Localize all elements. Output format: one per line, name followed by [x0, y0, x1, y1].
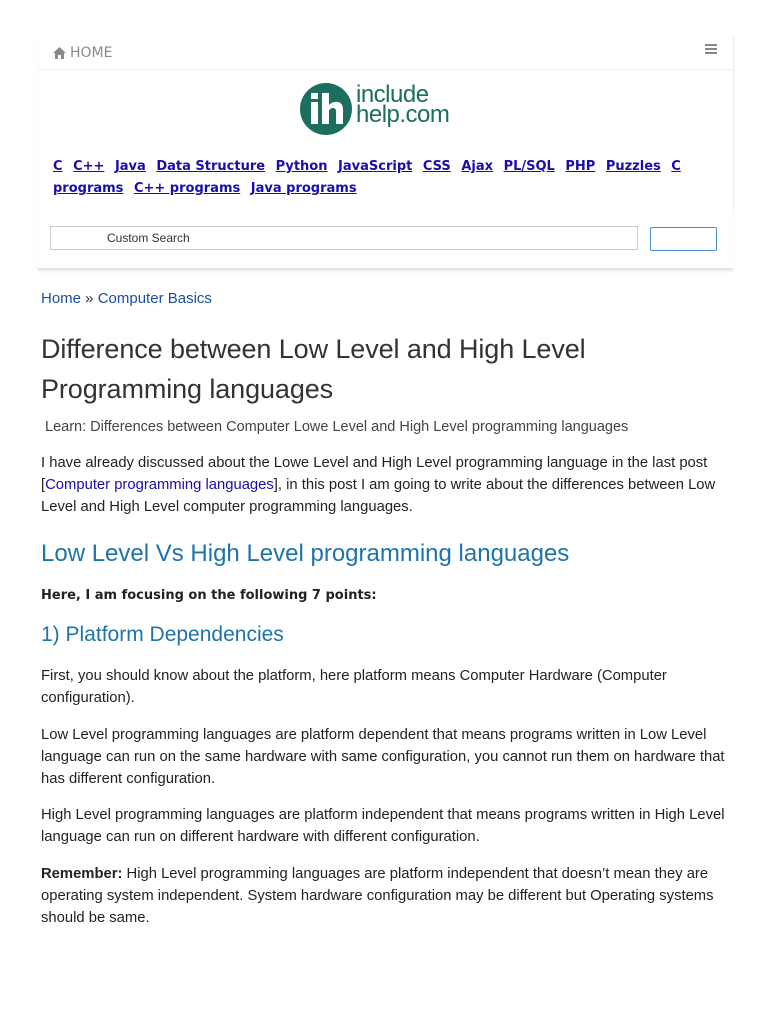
- nav-link[interactable]: CSS: [422, 159, 451, 174]
- article-content: [41, 290, 731, 929]
- focus-text: Here, I am focusing on the following 7 points:: [41, 588, 377, 603]
- top-bar: [38, 36, 733, 70]
- breadcrumb: [41, 290, 731, 307]
- remember-text: High Level programming languages are platform independent that doesn’t mean they are operating system independent. System hardware configuration may be different but Operating systems should be same.: [41, 866, 714, 926]
- paragraph-3: High Level programming languages are platform independent that means programs written in High Level language can run on different hardware with different configuration.: [41, 807, 725, 845]
- home-label: HOME: [70, 45, 113, 61]
- nav-link[interactable]: JavaScript: [338, 159, 413, 174]
- site-logo[interactable]: [299, 81, 479, 137]
- search-button[interactable]: [650, 227, 717, 251]
- nav-link[interactable]: C: [53, 159, 63, 174]
- article-subtitle: Learn: Differences between Computer Lowe Level and High Level programming languages: [45, 419, 629, 435]
- remember-label: Remember:: [41, 866, 123, 882]
- section-heading: Low Level Vs High Level programming languages: [41, 540, 570, 567]
- logo-text: [356, 81, 450, 128]
- nav-link[interactable]: C++: [73, 159, 105, 174]
- home-link[interactable]: [53, 45, 112, 61]
- nav-link[interactable]: C programs: [53, 159, 681, 196]
- nav-link[interactable]: Java programs: [250, 181, 357, 196]
- hamburger-menu-icon[interactable]: [705, 44, 717, 56]
- intro-text-before: I have already discussed about the Lowe Level and High Level programming language in the last post [: [41, 455, 708, 493]
- category-nav: [53, 156, 703, 200]
- header-edge: [733, 36, 734, 211]
- search-input[interactable]: [50, 226, 638, 250]
- breadcrumb-separator: »: [81, 290, 98, 307]
- nav-link[interactable]: Java: [114, 159, 146, 174]
- breadcrumb-category-link[interactable]: Computer Basics: [97, 290, 212, 307]
- logo-mark-icon: [299, 82, 353, 136]
- point1-heading: 1) Platform Dependencies: [41, 623, 284, 646]
- breadcrumb-home-link[interactable]: Home: [41, 290, 82, 307]
- nav-link[interactable]: Python: [275, 159, 328, 174]
- page-title: Difference between Low Level and High Level Programming languages: [41, 334, 586, 404]
- paragraph-1: First, you should know about the platform, here platform means Computer Hardware (Computer configuration).: [41, 668, 667, 706]
- logo-line-2: help.com: [356, 101, 450, 128]
- intro-link[interactable]: Computer programming languages: [45, 477, 274, 493]
- site-header: [38, 36, 733, 270]
- search-placeholder: Custom Search: [107, 231, 190, 245]
- intro-text-after: ], in this post I am going to write about the differences between Low Level and High Level computer programming languages.: [41, 477, 716, 515]
- intro-paragraph: [41, 452, 731, 518]
- remember-paragraph: [41, 863, 731, 929]
- nav-link[interactable]: PHP: [565, 159, 596, 174]
- nav-link[interactable]: Ajax: [461, 159, 494, 174]
- nav-link[interactable]: C++ programs: [133, 181, 241, 196]
- home-icon: [53, 47, 66, 59]
- logo-line-1: include: [356, 81, 429, 108]
- nav-link[interactable]: Data Structure: [156, 159, 266, 174]
- paragraph-2: Low Level programming languages are platform dependent that means programs written in Low Level language can run on the same hardware with same configuration, you cannot run them on hardware that has different configuration.: [41, 727, 725, 787]
- nav-link[interactable]: Puzzles: [605, 159, 661, 174]
- nav-link[interactable]: PL/SQL: [503, 159, 555, 174]
